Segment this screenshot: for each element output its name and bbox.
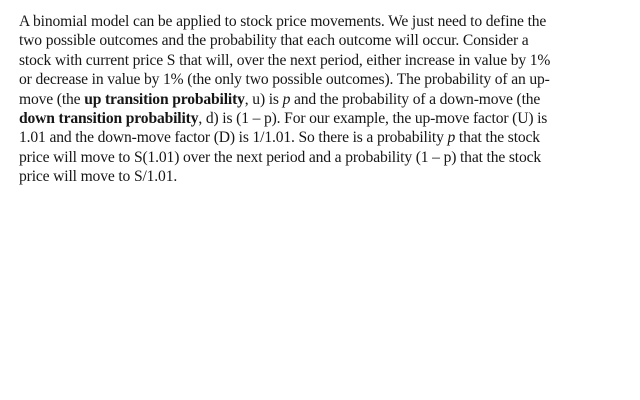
paragraph-line-7	[19, 128, 611, 147]
paragraph-line-3: stock with current price S that will, over the next period, either increase in value by 1%	[19, 51, 551, 69]
up-transition-probability-term: up transition probability	[84, 90, 245, 108]
paragraph-line-9: price will move to S/1.01.	[19, 168, 178, 186]
paragraph-line-6	[19, 109, 611, 128]
probability-p-symbol: p	[282, 90, 291, 108]
paragraph-line-5	[19, 90, 611, 109]
line5-text-e: and the probability of a down-move (the	[290, 90, 541, 108]
line5-text-c: , u) is	[244, 90, 283, 108]
paragraph-line-4: or decrease in value by 1% (the only two possible outcomes). The probability of an up-	[19, 71, 550, 89]
paragraph-line-1: A binomial model can be applied to stock price movements. We just need to define the	[19, 13, 547, 30]
paragraph-line-8: price will move to S(1.01) over the next period and a probability (1 – p) that the stock	[19, 148, 542, 166]
line5-text-a: move (the	[19, 90, 85, 108]
binomial-model-paragraph	[19, 12, 611, 187]
line6-text-b: , d) is (1 – p). For our example, the up-move factor (U) is	[198, 110, 548, 128]
paragraph-line-2: two possible outcomes and the probability that each outcome will occur. Consider a	[19, 32, 529, 50]
line7-text-end: that the stock	[455, 129, 540, 147]
probability-p-symbol-2: p	[447, 129, 456, 147]
line7-text: 1.01 and the down-move factor (D) is 1/1.01. So there is a probability	[19, 129, 444, 147]
down-transition-probability-term: down transition probability	[19, 110, 199, 128]
